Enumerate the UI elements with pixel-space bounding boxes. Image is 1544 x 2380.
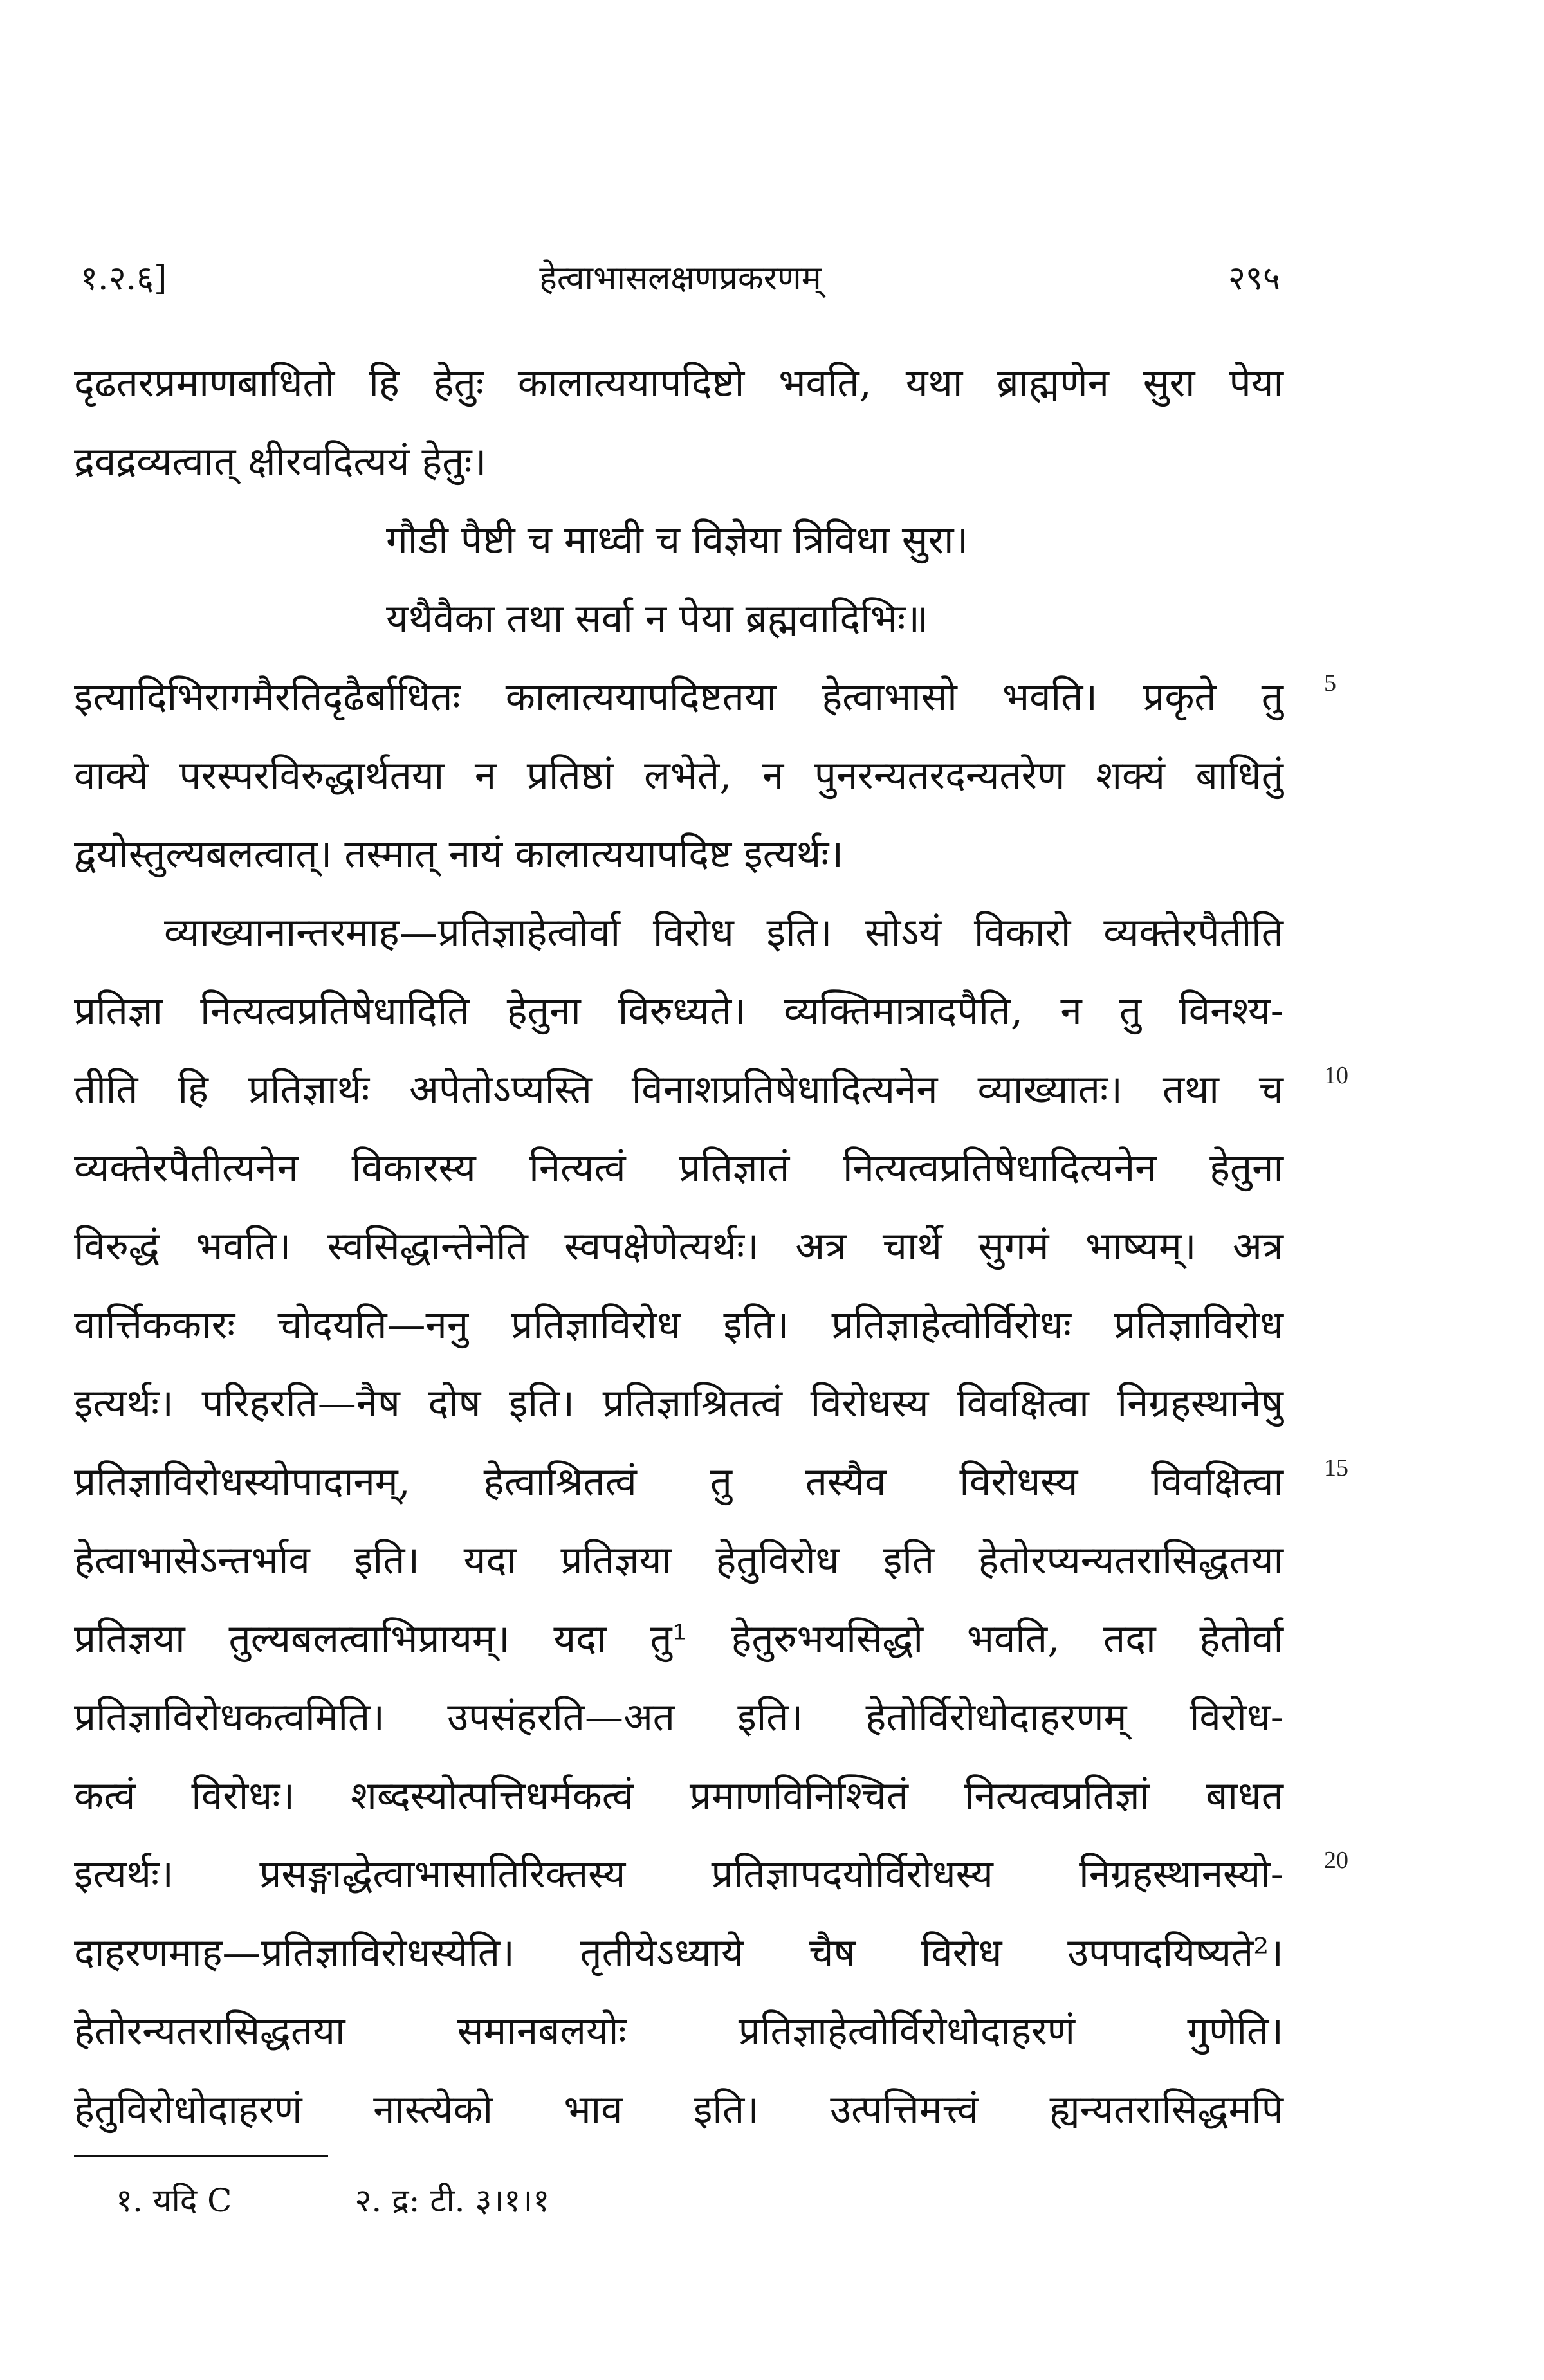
text-line: प्रतिज्ञया तुल्यबलत्वाभिप्रायम्। यदा तु¹ हेतुरुभयसिद्धो भवति, तदा हेतोर्वा [74, 1616, 1283, 1661]
text-line: वाक्ये परस्परविरुद्धार्थतया न प्रतिष्ठां लभेते, न पुनरन्यतरदन्यतरेण शक्यं बाधितुं [74, 753, 1283, 798]
chapter-title: हेत्वाभासलक्षणप्रकरणम् [539, 259, 822, 298]
verse-line: यथैवैका तथा सर्वा न पेया ब्रह्मवादिभिः॥ [386, 596, 929, 641]
text-line: द्रवद्रव्यत्वात् क्षीरवदित्ययं हेतुः। [74, 439, 487, 484]
text-line: हेतुविरोधोदाहरणं नास्त्येको भाव इति। उत्पत्तिमत्त्वं ह्यन्यतरासिद्धमपि [74, 2087, 1283, 2132]
text-line: इत्यर्थः। प्रसङ्गाद्धेत्वाभासातिरिक्तस्य प्रतिज्ञापदयोर्विरोधस्य निग्रहस्थानस्यो- [74, 1852, 1283, 1897]
text-line: हेत्वाभासेऽन्तर्भाव इति। यदा प्रतिज्ञया हेतुविरोध इति हेतोरप्यन्यतरासिद्धतया [74, 1538, 1283, 1583]
line-number-5: 5 [1324, 670, 1336, 697]
text-line: व्याख्यानान्तरमाह—प्रतिज्ञाहेत्वोर्वा विरोध इति। सोऽयं विकारो व्यक्तेरपैतीति [164, 910, 1283, 955]
footnote-2: २. द्र: टी. ३।१।१ [354, 2182, 550, 2219]
text-line: दृढतरप्रमाणबाधितो हि हेतुः कालात्ययापदिष्टो भवति, यथा ब्राह्मणेन सुरा पेया [74, 361, 1283, 406]
verse-line: गौडी पैष्टी च माध्वी च विज्ञेया त्रिविधा सुरा। [386, 518, 969, 563]
page-number: २९५ [1227, 259, 1280, 298]
text-line: इत्यर्थः। परिहरति—नैष दोष इति। प्रतिज्ञाश्रितत्वं विरोधस्य विवक्षित्वा निग्रहस्थानेषु [74, 1381, 1283, 1426]
text-line: दाहरणमाह—प्रतिज्ञाविरोधस्येति। तृतीयेऽध्याये चैष विरोध उपपादयिष्यते²। [74, 1930, 1283, 1975]
text-line: प्रतिज्ञाविरोधस्योपादानम्, हेत्वाश्रितत्वं तु तस्यैव विरोधस्य विवक्षित्वा [74, 1460, 1283, 1505]
text-line: प्रतिज्ञा नित्यत्वप्रतिषेधादिति हेतुना विरुध्यते। व्यक्तिमात्रादपैति, न तु विनश्य- [74, 989, 1283, 1034]
line-number-20: 20 [1324, 1847, 1348, 1874]
text-line: इत्यादिभिरागमैरतिदृढैर्बाधितः कालात्ययापदिष्टतया हेत्वाभासो भवति। प्रकृते तु [74, 675, 1283, 720]
line-number-10: 10 [1324, 1062, 1348, 1089]
text-line: द्वयोस्तुल्यबलत्वात्। तस्मात् नायं कालात्ययापदिष्ट इत्यर्थः। [74, 832, 844, 877]
footnote-1: १. यदि C [116, 2182, 232, 2219]
footnotes [116, 2177, 549, 2221]
text-line: वार्त्तिककारः चोदयति—ननु प्रतिज्ञाविरोध इति। प्रतिज्ञाहेत्वोर्विरोधः प्रतिज्ञाविरोध [74, 1303, 1283, 1348]
running-header [80, 254, 1280, 299]
text-line: विरुद्धं भवति। स्वसिद्धान्तेनेति स्वपक्षेणेत्यर्थः। अत्र चार्थे सुगमं भाष्यम्। अत्र [74, 1224, 1283, 1269]
text-line: कत्वं विरोधः। शब्दस्योत्पत्तिधर्मकत्वं प्रमाणविनिश्चितं नित्यत्वप्रतिज्ञां बाधत [74, 1773, 1283, 1818]
section-reference: १.२.६] [80, 259, 167, 298]
text-line: व्यक्तेरपैतीत्यनेन विकारस्य नित्यत्वं प्रतिज्ञातं नित्यत्वप्रतिषेधादित्यनेन हेतुना [74, 1146, 1283, 1191]
text-line: हेतोरन्यतरासिद्धतया समानबलयोः प्रतिज्ञाहेत्वोर्विरोधोदाहरणं गुणेति। [74, 2009, 1283, 2054]
text-line: प्रतिज्ञाविरोधकत्वमिति। उपसंहरति—अत इति। हेतोर्विरोधोदाहरणम् विरोध- [74, 1695, 1283, 1740]
footnote-rule [74, 2155, 328, 2157]
line-number-15: 15 [1324, 1454, 1348, 1481]
main-text [74, 344, 1283, 2149]
text-line: तीति हि प्रतिज्ञार्थः अपेतोऽप्यस्ति विनाशप्रतिषेधादित्यनेन व्याख्यातः। तथा च [74, 1067, 1283, 1112]
